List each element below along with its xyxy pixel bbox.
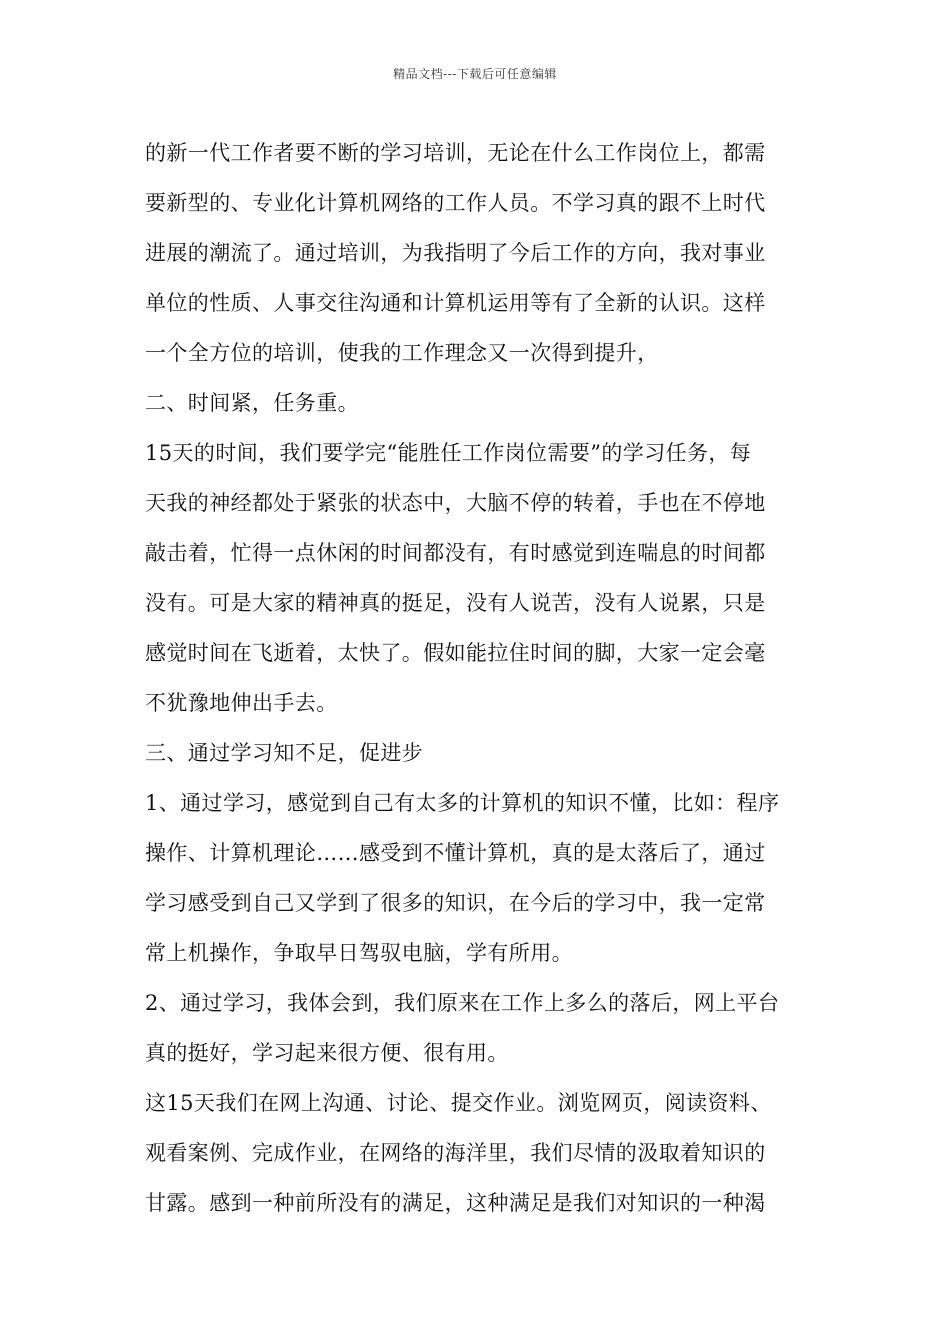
text-line: 敲击着，忙得一点休闲的时间都没有，有时感觉到连喘息的时间都 <box>145 541 766 565</box>
text-line: 的新一代工作者要不断的学习培训，无论在什么工作岗位上，都需 <box>145 141 766 165</box>
text-line: 单位的性质、人事交往沟通和计算机运用等有了全新的认识。这样 <box>145 291 766 315</box>
section-heading: 三、通过学习知不足，促进步 <box>145 741 424 765</box>
text-line: 常上机操作，争取早日驾驭电脑，学有所用。 <box>145 941 573 965</box>
text-line: 这15天我们在网上沟通、讨论、提交作业。浏览网页，阅读资料、 <box>145 1091 772 1115</box>
document-body <box>145 128 810 1228</box>
text-line: 真的挺好，学习起来很方便、很有用。 <box>145 1041 509 1065</box>
text-line: 要新型的、专业化计算机网络的工作人员。不学习真的跟不上时代 <box>145 191 766 215</box>
text-line: 天我的神经都处于紧张的状态中，大脑不停的转着，手也在不停地 <box>145 491 766 515</box>
text-line: 没有。可是大家的精神真的挺足，没有人说苦，没有人说累，只是 <box>145 591 766 615</box>
text-line: 操作、计算机理论……感受到不懂计算机，真的是太落后了，通过 <box>145 841 766 865</box>
text-line: 甘露。感到一种前所没有的满足，这种满足是我们对知识的一种渴 <box>145 1191 766 1215</box>
text-line: 不犹豫地伸出手去。 <box>145 691 338 715</box>
text-line: 进展的潮流了。通过培训，为我指明了今后工作的方向，我对事业 <box>145 241 766 265</box>
text-line: 学习感受到自己又学到了很多的知识，在今后的学习中，我一定常 <box>145 891 766 915</box>
text-line: 一个全方位的培训，使我的工作理念又一次得到提升， <box>145 341 659 365</box>
text-line: 2、通过学习，我体会到，我们原来在工作上多么的落后，网上平台 <box>145 991 780 1015</box>
text-line: 1、通过学习，感觉到自己有太多的计算机的知识不懂，比如：程序 <box>145 791 780 815</box>
text-line: 感觉时间在飞逝着，太快了。假如能拉住时间的脚，大家一定会毫 <box>145 641 766 665</box>
text-line: 观看案例、完成作业，在网络的海洋里，我们尽情的汲取着知识的 <box>145 1141 766 1165</box>
section-heading: 二、时间紧，任务重。 <box>145 391 359 415</box>
text-line: 15天的时间，我们要学完“能胜任工作岗位需要”的学习任务，每 <box>145 441 752 465</box>
page-header: 精品文档---下载后可任意编辑 <box>393 67 557 81</box>
